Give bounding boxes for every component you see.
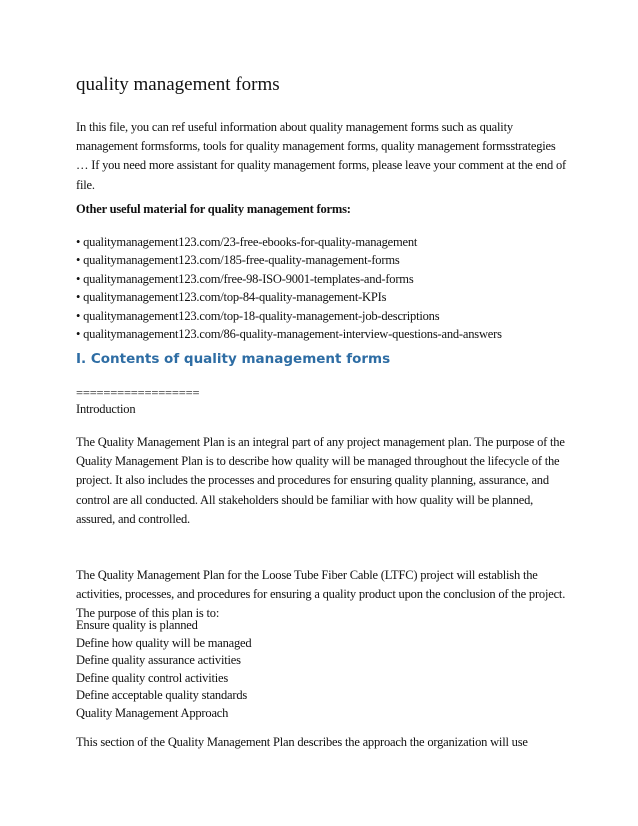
intro-paragraph: In this file, you can ref useful information about quality management forms such as quality management formsforms, tools for quality management forms, quality management formsstrategies … If you need more assistant for quality management forms, please leave your comment at the end of file. bbox=[76, 120, 566, 192]
plan-paragraph-1: The Quality Management Plan is an integral part of any project management plan. The purpose of the Quality Management Plan is to describe how quality will be managed throughout the lifecycle of the project. It also includes the processes and procedures for ensuring quality planning, assurance, and control are all conducted. All stakeholders should be familiar with how quality will be planned, assured, and controlled. bbox=[76, 435, 565, 526]
resource-link[interactable]: • qualitymanagement123.com/top-84-quality-management-KPIs bbox=[76, 290, 387, 305]
plan-purpose-list bbox=[76, 617, 568, 723]
introduction-label: Introduction bbox=[76, 402, 136, 416]
resource-link[interactable]: • qualitymanagement123.com/86-quality-management-interview-questions-and-answers bbox=[76, 327, 502, 342]
list-item: Quality Management Approach bbox=[76, 705, 229, 720]
resource-link[interactable]: • qualitymanagement123.com/185-free-quality-management-forms bbox=[76, 253, 400, 268]
approach-paragraph: This section of the Quality Management Plan describes the approach the organization will use bbox=[76, 735, 528, 749]
page-title: quality management forms bbox=[76, 74, 280, 95]
other-material-heading: Other useful material for quality management forms: bbox=[76, 202, 351, 216]
resource-link-list bbox=[76, 233, 568, 343]
list-item: Define how quality will be managed bbox=[76, 635, 252, 650]
list-item: Ensure quality is planned bbox=[76, 618, 198, 632]
plan-paragraph-2: The Quality Management Plan for the Loose Tube Fiber Cable (LTFC) project will establish the activities, processes, and procedures for ensuring a quality product upon the conclusion of the project. The purpose of this plan is to: bbox=[76, 568, 566, 621]
resource-link[interactable]: • qualitymanagement123.com/23-free-ebooks-for-quality-management bbox=[76, 235, 418, 249]
text-divider: ================== bbox=[76, 386, 200, 400]
section-heading: I. Contents of quality management forms bbox=[76, 351, 391, 367]
list-item: Define acceptable quality standards bbox=[76, 688, 248, 703]
resource-link[interactable]: • qualitymanagement123.com/free-98-ISO-9001-templates-and-forms bbox=[76, 271, 414, 286]
resource-link[interactable]: • qualitymanagement123.com/top-18-quality-management-job-descriptions bbox=[76, 308, 440, 323]
list-item: Define quality assurance activities bbox=[76, 653, 241, 668]
list-item: Define quality control activities bbox=[76, 670, 229, 685]
